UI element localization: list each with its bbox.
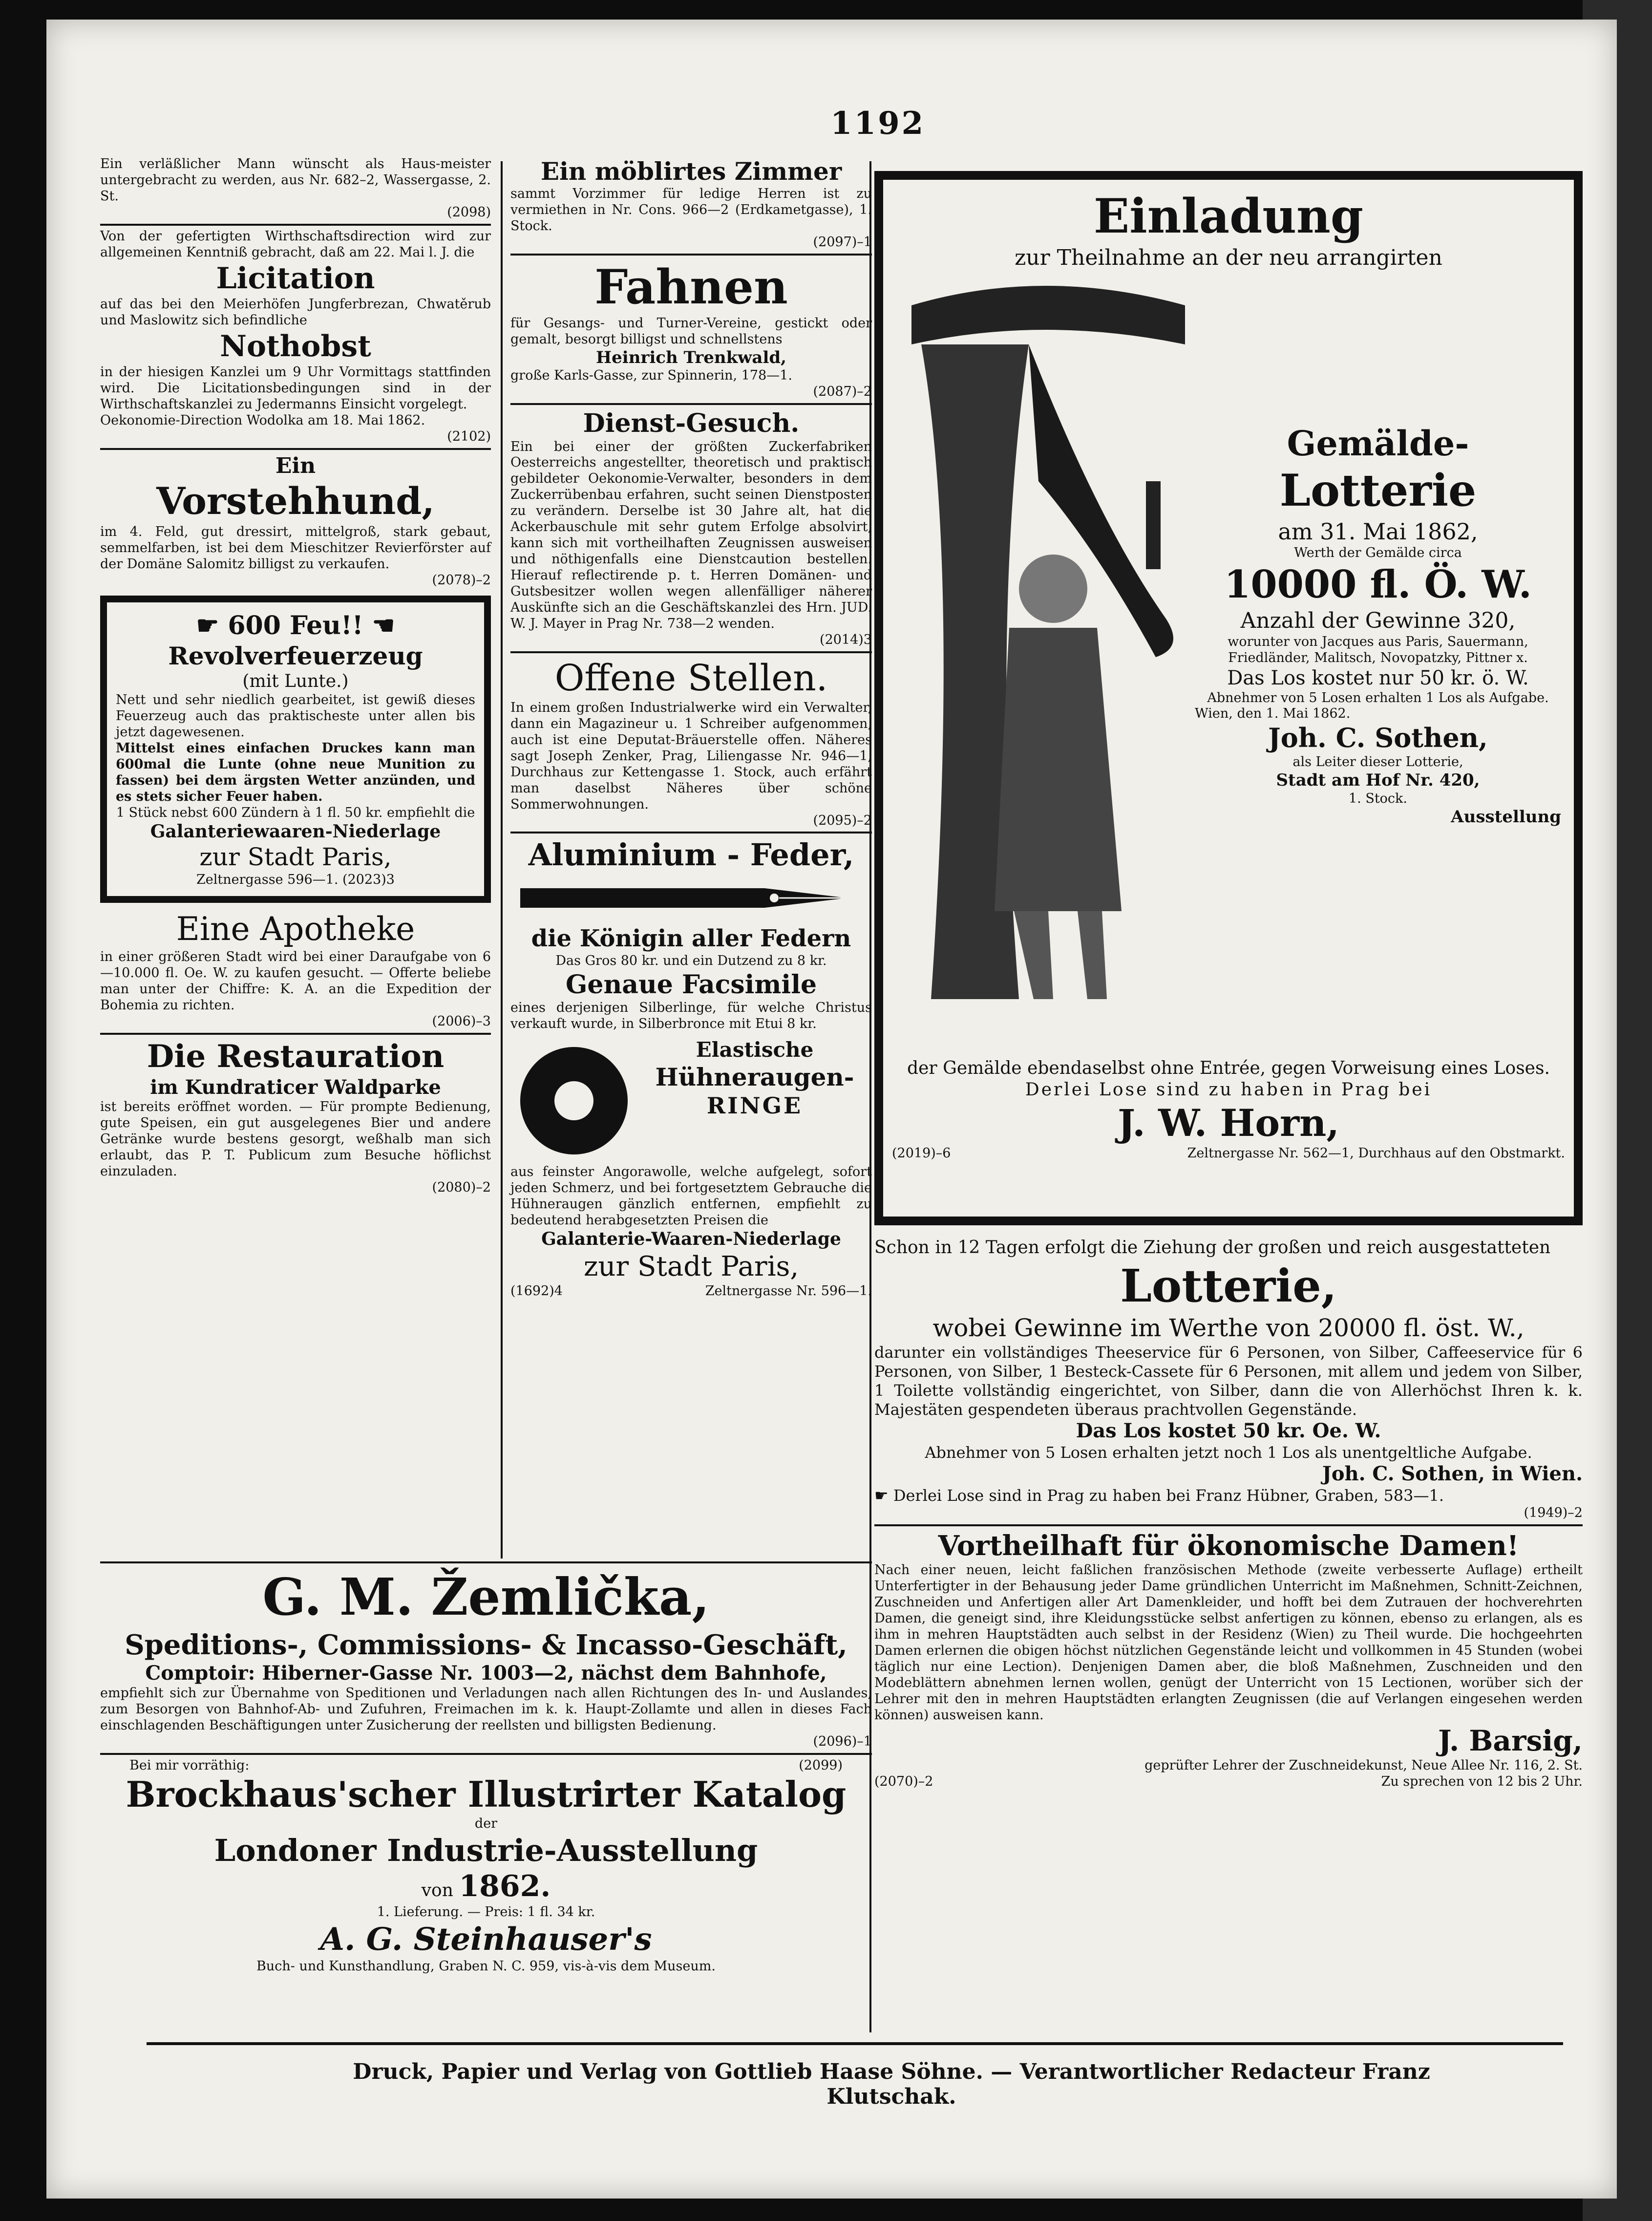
pen-nib-image (510, 874, 852, 922)
ad-ref: (2097)–1 (813, 234, 872, 250)
ad-licitation-title: Licitation (216, 261, 375, 296)
ad-lighter-text: Nett und sehr niedlich gearbeitet, ist gewiß dieses Feuerzeug auch das praktischeste unter allen bis jetzt dagewesenen. (116, 692, 475, 740)
divider (510, 832, 872, 833)
ad-room-title: Ein möblirtes Zimmer (540, 157, 842, 186)
footer-rule (147, 2042, 1563, 2045)
ad-gallery-date2: Wien, den 1. Mai 1862. (1195, 706, 1351, 722)
ad-zemlicka-text: empfiehlt sich zur Übernahme von Speditionen und Verladungen nach allen Richtungen des In- und Auslandes, zum Besorgen von Bahnhof-Ab- und Zufuhren, Freimachen im k. k. Haupt-Zollamte und allen in dieses Fach einschlagenden Beschäftigungen unter Zusicherung der reellsten und billigsten Bedienung. (100, 1685, 872, 1733)
ad-brockhaus-pre-text: Bei mir vorräthig: (129, 1757, 250, 1773)
ad-ref: (2099) (799, 1757, 843, 1773)
ad-lottery-sign: Joh. C. Sothen, in Wien. (1322, 1462, 1583, 1486)
ad-flags-name: Heinrich Trenkwald, (596, 347, 786, 367)
ad-brockhaus-der: der (474, 1815, 498, 1831)
ad-flags-title: Fahnen (594, 259, 788, 315)
ad-corn-text: aus feinster Angorawolle, welche aufgelegt, sofort jeden Schmerz, und bei fortgesetztem Gebrauche die Hühneraugen gänzlich entfernen, empfiehlt zu bedeutend herabgesetzten Preisen die (510, 1164, 872, 1228)
ad-gallery-t1: Gemälde- (1287, 423, 1469, 464)
ad-brockhaus-pre (100, 1758, 872, 1773)
ad-dog-text: im 4. Feld, gut dressirt, mittelgroß, stark gebaut, semmelfarben, ist bei dem Mieschitzer Revierförster auf der Domäne Salomitz billigst zu verkaufen. (100, 524, 491, 572)
ad-corn-shop2: zur Stadt Paris, (583, 1250, 799, 1282)
ad-ref: (2014)3 (820, 632, 872, 647)
ad-gallery-exh-text: der Gemälde ebendaselbst ohne Entrée, gegen Vorweisung eines Loses. (907, 1058, 1550, 1078)
ad-gallery-bonus: Abnehmer von 5 Losen erhalten 1 Los als Aufgabe. (1207, 690, 1549, 705)
ad-gallery-name: Joh. C. Sothen, (1268, 722, 1488, 754)
ad-lottery-text: darunter ein vollständiges Theeservice für 6 Personen, von Silber, Caffeeservice für 6 Personen, von Silber, 1 Besteck-Cassete für 6 Personen, mit allem und jedem von Silber, 1 Toilette vollständig eingerichtet, von Silber, dann die von Allerhöchst Ihren k. k. Majestäten gespendeten überaus prachtvollen Gegenstände. (874, 1343, 1583, 1419)
ad-facsimile-title: Genaue Facsimile (565, 969, 817, 1000)
ad-corn-title2: Hühneraugen- (655, 1063, 854, 1092)
ad-gallery-text (1195, 423, 1561, 827)
ad-gallery-sum: 10000 fl. Ö. W. (1224, 562, 1532, 607)
ad-lottery-sale: Derlei Lose sind in Prag zu haben bei Franz Hübner, Graben, 583—1. (893, 1486, 1444, 1505)
ad-gallery-sale: Derlei Lose sind zu haben in Prag bei (1025, 1079, 1432, 1100)
divider (510, 254, 872, 256)
ad-corn-shop: Galanterie-Waaren-Niederlage (541, 1228, 841, 1249)
ad-ref: (1949)–2 (1524, 1505, 1583, 1520)
divider (874, 1524, 1583, 1526)
ad-dressmaking-title: Vortheilhaft für ökonomische Damen! (938, 1529, 1519, 1562)
ad-dressmaking-name: J. Barsig, (1438, 1724, 1583, 1757)
ad-dog-title: Vorstehhund, (156, 479, 435, 523)
ad-licitation-text2: in der hiesigen Kanzlei um 9 Uhr Vormittags stattfinden wird. Die Licitationsbedingungen sind in der Wirthschaftskanzlei zu Jedermanns Einsicht vorgelegt. (100, 364, 491, 412)
ad-brockhaus-price: 1. Lieferung. — Preis: 1 fl. 34 kr. (377, 1904, 595, 1920)
ad-corn-addr: Zeltnergasse Nr. 596—1. (705, 1283, 872, 1299)
ad-pen-sub: die Königin aller Federn (531, 925, 851, 953)
ad-ref: (2078)–2 (432, 572, 491, 588)
ad-gallery-worth: Werth der Gemälde circa (1294, 545, 1462, 561)
ad-lighter-addr: Zeltnergasse 596—1. (2023)3 (196, 872, 395, 888)
ad-ref: (2098) (447, 204, 491, 220)
ad-corn-rings (510, 1037, 872, 1164)
ad-ref: (2096)–1 (813, 1733, 872, 1749)
ad-brockhaus-name: A. G. Steinhauser's (320, 1921, 652, 1958)
ad-ref: (2102) (447, 428, 491, 444)
curtain-illustration (892, 276, 1195, 1009)
divider (510, 651, 872, 653)
divider (100, 1753, 872, 1755)
column-left (100, 156, 491, 1196)
ad-housemaster: Ein verläßlicher Mann wünscht als Haus-meister untergebracht zu werden, aus Nr. 682–2, Wassergasse, 2. St. (100, 156, 491, 204)
ad-lighter-frame (100, 596, 491, 903)
ad-lighter-head-text: 600 Feu!! (228, 610, 363, 641)
pointing-hand-icon: ☛ (196, 610, 219, 641)
ad-pen-title: Aluminium - Feder, (528, 837, 854, 873)
ad-brockhaus-year: 1862. (459, 1869, 551, 1904)
column-rule (501, 161, 503, 1559)
ad-lottery-bonus: Abnehmer von 5 Losen erhalten jetzt noch 1 Los als unentgeltliche Aufgabe. (925, 1443, 1532, 1462)
divider (100, 448, 491, 450)
ad-pharmacy-title: Eine Apotheke (176, 910, 415, 948)
ad-gallery-price: Das Los kostet nur 50 kr. ö. W. (1227, 666, 1529, 689)
ad-job-title: Dienst-Gesuch. (583, 408, 800, 439)
ad-pen-price: Das Gros 80 kr. und ein Dutzend zu 8 kr. (555, 953, 827, 968)
ad-dressmaking-text: Nach einer neuen, leicht faßlichen französischen Methode (zweite verbesserte Auflage) ertheilt Unterfertigter in der Behausung jeder Dame gründlichen Unterricht im Maßnehmen, Schnitt-Zeichnen, Zuschneiden und Anfertigen aller Art Damenkleider, und hofft bei dem Zutrauen der hochverehrten Damen, die geneigt sind, ihre Kleidungsstücke selbst anfertigen zu können, ebenso zu erlangen, als es ihm in mehren Hauptstädten auch selbst in der Residenz (Wien) zu Theil wurde. Die hochgeehrten Damen erlernen die obigen höchst nützlichen Gegenstände leicht und vollkommen in 45 Stunden (wobei täglich nur eine Lection). Denjenigen Damen aber, die bloß Maßnehmen, Zuschneiden und den Modeblättern abnehmen lernen wollen, genügt der Unterricht von 15 Lectionen, worüber sich der Lehrer mit den in mehren Hauptstädten erlangten Zeugnissen (die auf Verlangen eingesehen werden können) ausweisen kann. (874, 1562, 1583, 1723)
ad-gallery-body (892, 276, 1565, 1058)
ad-brockhaus-addr: Buch- und Kunsthandlung, Graben N. C. 959, vis-à-vis dem Museum. (256, 1959, 716, 1974)
ad-positions-title: Offene Stellen. (554, 657, 828, 699)
pointing-hand-icon: ☚ (372, 610, 395, 641)
ad-brockhaus-title: Brockhaus'scher Illustrirter Katalog (126, 1773, 847, 1815)
ad-gallery-count: Anzahl der Gewinne 320, (1240, 608, 1516, 634)
ad-ref: (2080)–2 (432, 1180, 491, 1196)
ad-lottery-sale-line (874, 1486, 1583, 1505)
ad-gallery-exh: Ausstellung (1451, 807, 1561, 827)
ad-restaurant-sub: im Kundraticer Waldparke (150, 1075, 441, 1099)
ad-lottery-price: Das Los kostet 50 kr. Oe. W. (1076, 1419, 1381, 1443)
corn-ring-image (510, 1037, 637, 1164)
ad-brockhaus-von: von (421, 1880, 453, 1901)
ad-gallery-footer (892, 1146, 1565, 1161)
ad-gallery-date: am 31. Mai 1862, (1278, 518, 1478, 545)
divider (100, 224, 491, 226)
ad-lighter-shop: Galanteriewaaren-Niederlage (150, 821, 441, 842)
ad-corn-title3: RINGE (706, 1092, 803, 1119)
ad-corn-footer (510, 1283, 872, 1299)
ad-lighter-text2: Mittelst eines einfachen Druckes kann man 600mal die Lunte (ohne neue Munition zu fassen) bei dem ärgsten Wetter anzünden, und es stets sicher Feuer haben. (116, 740, 475, 804)
ad-ref: (2019)–6 (892, 1146, 951, 1161)
ad-zemlicka-sub: Speditions-, Commissions- & Incasso-Geschäft, (125, 1628, 847, 1661)
ad-gallery-lottery-frame (874, 171, 1583, 1225)
column-middle (510, 156, 872, 1299)
ad-ref: (2006)–3 (432, 1013, 491, 1029)
ad-gallery-seller-addr: Zeltnergasse Nr. 562—1, Durchhaus auf den Obstmarkt. (1187, 1146, 1565, 1161)
ad-brockhaus-title2: Londoner Industrie-Ausstellung (214, 1832, 758, 1868)
ad-gallery-t2: Lotterie (1279, 465, 1477, 517)
ad-lighter-head (116, 610, 475, 641)
ad-zemlicka-name: G. M. Žemlička, (262, 1567, 710, 1627)
ad-gallery-floor: 1. Stock. (1348, 790, 1407, 806)
ad-lighter-title: Revolverfeuerzeug (168, 641, 423, 671)
ad-licitation-sign: Oekonomie-Direction Wodolka am 18. Mai 1862. (100, 412, 425, 428)
divider (100, 1033, 491, 1035)
imprint: Druck, Papier und Verlag von Gottlieb Haase Söhne. — Verantwortlicher Redacteur Franz Klutschak. (353, 2059, 1430, 2109)
ad-restaurant-title: Die Restauration (147, 1038, 445, 1075)
ad-flags-addr: große Karls-Gasse, zur Spinnerin, 178—1. (510, 368, 793, 384)
ad-zemlicka-comptoir: Comptoir: Hiberner-Gasse Nr. 1003—2, nächst dem Bahnhofe, (145, 1662, 827, 1685)
ad-nothobst-title: Nothobst (220, 329, 371, 363)
ad-ref: (2070)–2 (874, 1774, 933, 1790)
column-right (874, 171, 1583, 1789)
ad-dressmaking-role: geprüfter Lehrer der Zuschneidekunst, Neue Allee Nr. 116, 2. St. (1144, 1758, 1583, 1773)
ad-positions-text: In einem großen Industrialwerke wird ein Verwalter, dann ein Magazineur u. 1 Schreiber aufgenommen, auch ist eine Deputat-Bräuerstelle offen. Näheres sagt Joseph Zenker, Prag, Liliengasse Nr. 946—1, Durchhaus zur Kettengasse 1. Stock, auch erfährt man daselbst Näheres über schöne Sommerwohnungen. (510, 700, 872, 812)
ad-restaurant-text: ist bereits eröffnet worden. — Für prompte Bedienung, gute Speisen, ein gut ausgelegenes Bier und andere Getränke wurde bestens gesorgt, weßhalb man sich erlaubt, das P. T. Publicum zum Besuche höflichst einzuladen. (100, 1099, 491, 1179)
ad-dressmaking-hours: Zu sprechen von 12 bis 2 Uhr. (1381, 1774, 1583, 1790)
ad-pharmacy-text: in einer größeren Stadt wird bei einer Daraufgabe von 6—10.000 fl. Oe. W. zu kaufen gesucht. — Offerte beliebe man unter der Chiffre: K. A. an die Expedition der Bohemia zu richten. (100, 949, 491, 1013)
ad-room-text: sammt Vorzimmer für ledige Herren ist zu vermiethen in Nr. Cons. 966—2 (Erdkametgasse), 1. Stock. (510, 186, 872, 234)
ad-licitation-intro: Von der gefertigten Wirthschaftsdirection wird zur allgemeinen Kenntniß gebracht, daß am 22. Mai l. J. die (100, 228, 491, 260)
ad-lighter-text3: 1 Stück nebst 600 Zündern à 1 fl. 50 kr. empfiehlt die (116, 805, 475, 820)
ad-gallery-addr: Stadt am Hof Nr. 420, (1276, 770, 1480, 790)
ad-lottery-title: Lotterie, (1120, 1259, 1337, 1312)
ad-lottery-sub: wobei Gewinne im Werthe von 20000 fl. öst. W., (932, 1314, 1525, 1343)
ad-dressmaking-footer (874, 1774, 1583, 1789)
ad-lottery-intro: Schon in 12 Tagen erfolgt die Ziehung der großen und reich ausgestatteten (874, 1238, 1551, 1258)
ad-lighter-sub: (mit Lunte.) (242, 671, 349, 692)
ad-gallery-names: worunter von Jacques aus Paris, Sauermann, Friedländer, Malitsch, Novopatzky, Pittner x. (1228, 634, 1528, 665)
ad-flags-text: für Gesangs- und Turner-Vereine, gestickt oder gemalt, besorgt billigst und schnellstens (510, 315, 872, 347)
pointing-hand-icon: ☛ (874, 1486, 889, 1505)
ad-corn-title: Elastische (696, 1037, 814, 1062)
ad-facsimile-text: eines derjenigen Silberlinge, für welche Christus verkauft wurde, in Silberbronce mit Etui 8 kr. (510, 1000, 872, 1031)
ad-gallery-title: Einladung (1094, 189, 1363, 244)
ad-licitation-text: auf das bei den Meierhöfen Jungferbrezan, Chwatěrub und Maslowitz sich befindliche (100, 296, 491, 328)
divider (100, 1561, 872, 1563)
ad-job-text: Ein bei einer der größten Zuckerfabriken Oesterreichs angestellter, theoretisch und praktisch gebildeter Oekonomie-Verwalter, besonders in dem Zuckerrübenbau erfahren, sucht seinen Dienstposten zu verändern. Derselbe ist 30 Jahre alt, hat die Ackerbauschule mit sehr gutem Erfolge absolvirt, kann sich mit vortheilhaften Zeugnissen ausweisen und nöthigenfalls eine Dienstcaution bestellen. Hierauf reflectirende p. t. Herren Domänen- und Gutsbesitzer wollen wegen allenfälliger näherer Auskünfte sich an die Geschäftskanzlei des Hrn. JUD. W. J. Mayer in Prag Nr. 738—2 wenden. (510, 439, 872, 631)
ad-dog-pre: Ein (275, 453, 316, 478)
ad-gallery-sub: zur Theilnahme an der neu arrangirten (1015, 245, 1442, 271)
ad-brockhaus-von-line (100, 1869, 872, 1904)
ad-gallery-role: als Leiter dieser Lotterie, (1292, 754, 1463, 770)
ad-lighter-shop2: zur Stadt Paris, (199, 843, 392, 872)
ad-ref: (2095)–2 (813, 812, 872, 828)
ad-ref: (2087)–2 (813, 384, 872, 400)
ad-zemlicka (100, 1559, 872, 1975)
divider (510, 403, 872, 405)
page-number: 1192 (830, 105, 926, 142)
ad-ref: (1692)4 (510, 1283, 563, 1299)
ad-gallery-seller: J. W. Horn, (1118, 1101, 1339, 1145)
